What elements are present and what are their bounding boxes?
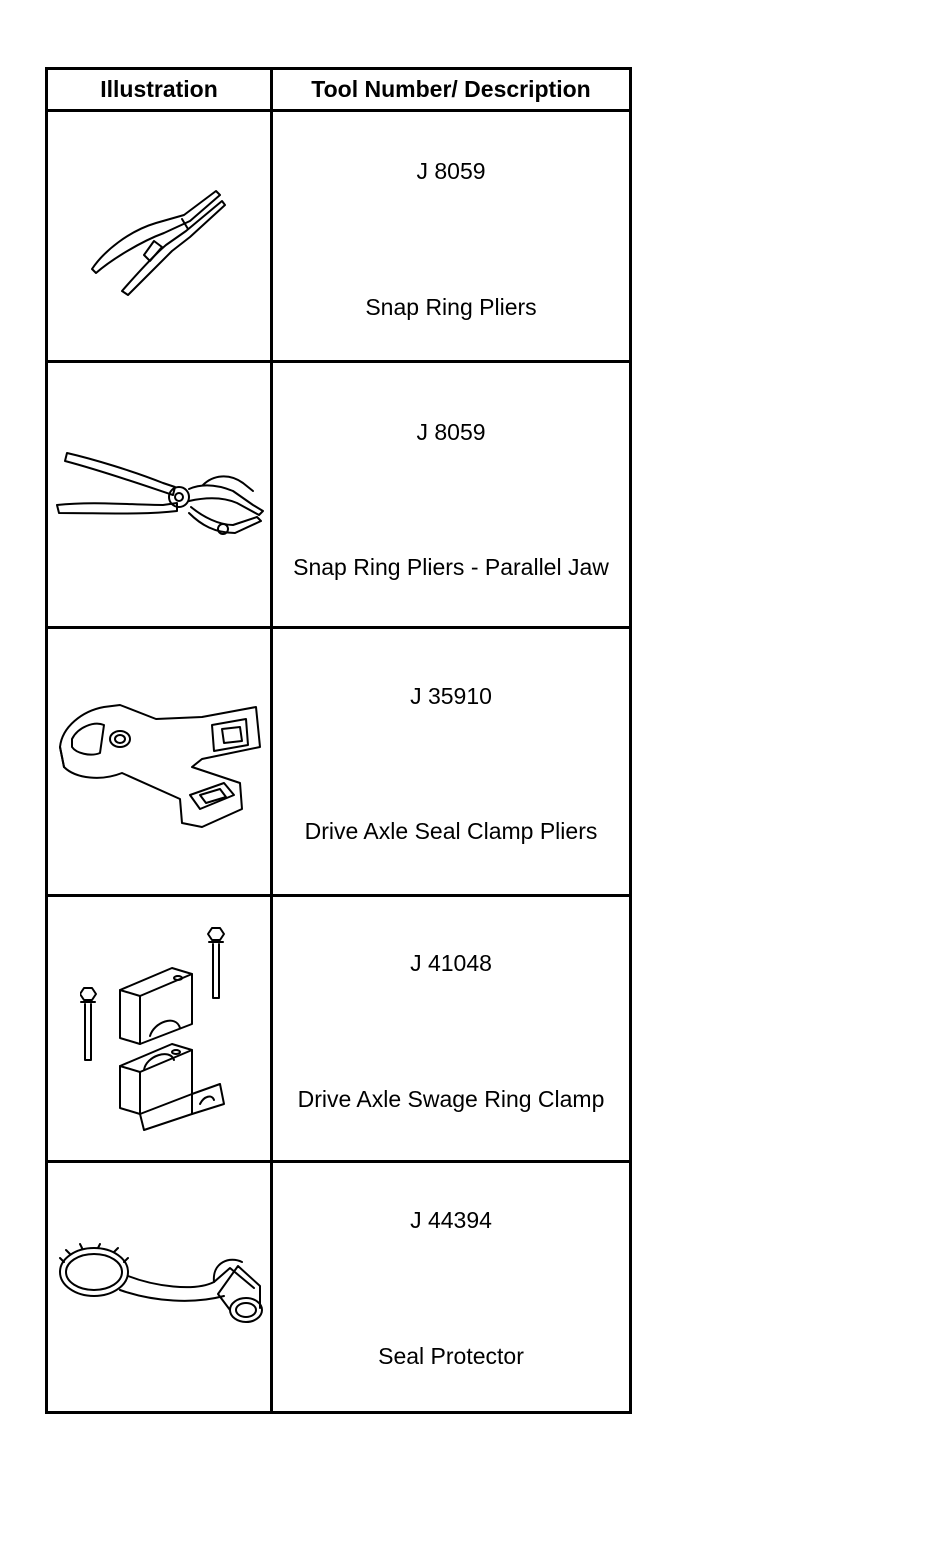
tool-number: J 35910	[410, 683, 492, 709]
illustration-cell	[47, 1162, 272, 1413]
description-cell	[272, 111, 631, 362]
table-row	[47, 628, 631, 896]
tool-description: Drive Axle Swage Ring Clamp	[297, 1086, 605, 1112]
seal-clamp-pliers-icon	[52, 687, 266, 837]
table-row	[47, 896, 631, 1162]
parallel-jaw-pliers-icon	[53, 445, 265, 545]
description-cell	[272, 896, 631, 1162]
tool-description: Drive Axle Seal Clamp Pliers	[304, 818, 598, 844]
tool-number: J 41048	[410, 950, 492, 976]
snap-ring-pliers-icon	[84, 171, 234, 301]
description-cell	[272, 362, 631, 628]
illustration-cell	[47, 896, 272, 1162]
table-row	[47, 362, 631, 628]
tool-description: Snap Ring Pliers	[365, 294, 537, 320]
tool-number: J 8059	[416, 158, 486, 184]
header-illustration: Illustration	[47, 69, 272, 111]
illustration-cell	[47, 628, 272, 896]
table-row	[47, 1162, 631, 1413]
tool-number: J 8059	[416, 419, 486, 445]
seal-protector-icon	[54, 1232, 264, 1342]
swage-ring-clamp-icon	[80, 924, 238, 1134]
tools-table	[45, 67, 632, 1414]
header-tool-number-description: Tool Number/ Description	[272, 69, 631, 111]
tool-description: Seal Protector	[378, 1343, 524, 1369]
header-row	[47, 69, 631, 111]
tool-description: Snap Ring Pliers - Parallel Jaw	[293, 554, 609, 580]
description-cell	[272, 1162, 631, 1413]
illustration-cell	[47, 362, 272, 628]
tool-number: J 44394	[410, 1207, 492, 1233]
description-cell	[272, 628, 631, 896]
table-row	[47, 111, 631, 362]
illustration-cell	[47, 111, 272, 362]
